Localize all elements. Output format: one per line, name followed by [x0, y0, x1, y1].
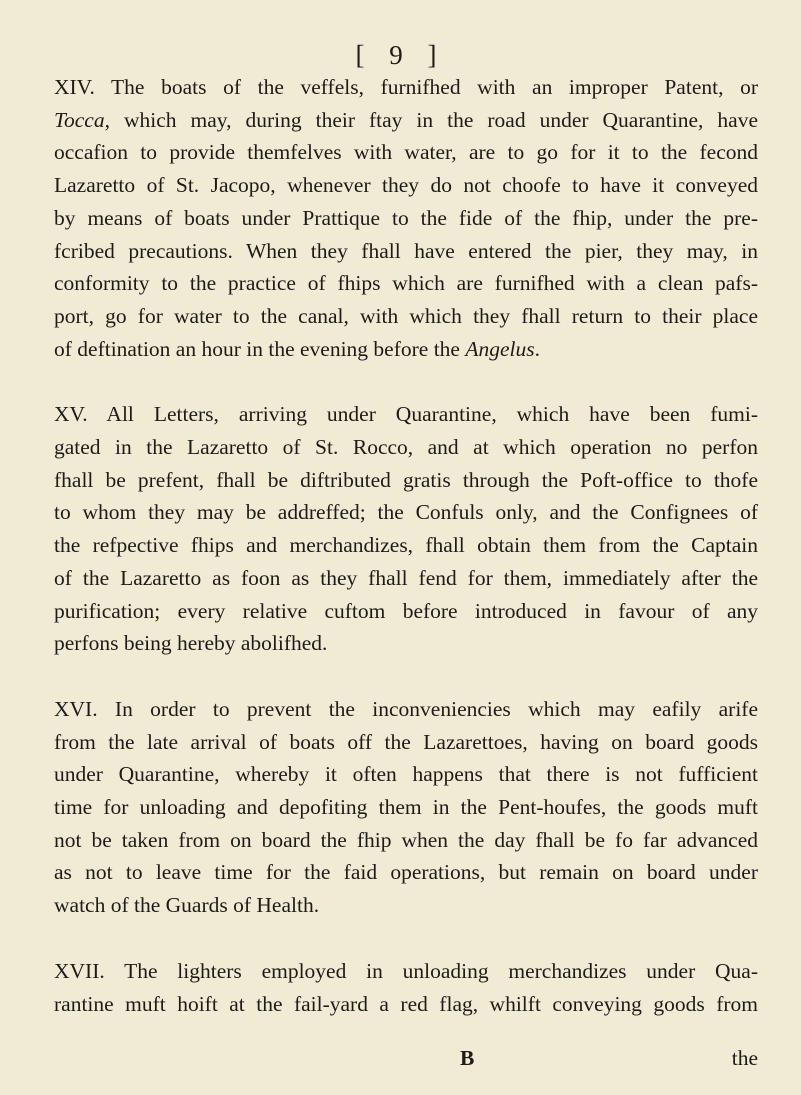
page-footer: [54, 1046, 758, 1078]
text-line: fhall be prefent, fhall be diftributed gratis through the Poft-office to thofe: [54, 467, 758, 492]
text-line: occafion to provide themfelves with water, are to go for it to the fecond: [54, 140, 758, 165]
text-line: watch of the Guards of Health.: [54, 893, 320, 918]
paragraph-xv: [54, 398, 758, 660]
text-line: perfons being hereby abolifhed.: [54, 631, 328, 656]
text-line: purification; every relative cuftom before introduced in favour of any: [54, 598, 758, 623]
text-line: as not to leave time for the faid operations, but remain on board under: [54, 860, 758, 885]
text-line: Lazaretto of St. Jacopo, whenever they do not choofe to have it conveyed: [54, 173, 758, 198]
text-line: by means of boats under Prattique to the fide of the fhip, under the pre-: [54, 205, 758, 230]
catchword: the: [731, 1046, 758, 1070]
paragraph-xvii: [54, 955, 758, 1020]
text-line: to whom they may be addreffed; the Confuls only, and the Confignees of: [54, 500, 758, 525]
text-line: XVII. The lighters employed in unloading merchandizes under Qua-: [54, 958, 758, 983]
body-text: [54, 71, 758, 1020]
text-line: of the Lazaretto as foon as they fhall fend for them, immediately after the: [54, 565, 758, 590]
text-line: XV. All Letters, arriving under Quarantine, which have been fumi-: [54, 402, 758, 427]
text-line: time for unloading and depofiting them in the Pent-houfes, the goods muft: [54, 795, 758, 820]
text-line: [54, 104, 758, 137]
text-line: port, go for water to the canal, with which they fhall return to their place: [54, 303, 758, 328]
text-line-rest: , which may, during their ftay in the road under Quarantine, have: [104, 107, 758, 132]
text-line: from the late arrival of boats off the Lazarettoes, having on board goods: [54, 729, 758, 754]
text-line: under Quarantine, whereby it often happens that there is not fufficient: [54, 762, 758, 787]
text-line-start: of deftination an hour in the evening before the: [54, 336, 466, 361]
text-line: not be taken from on board the fhip when the day fhall be fo far advanced: [54, 827, 758, 852]
text-line: conformity to the practice of fhips which are furnifhed with a clean pafs-: [54, 271, 758, 296]
signature-mark: B: [460, 1046, 475, 1070]
text-line: the refpective fhips and merchandizes, fhall obtain them from the Captain: [54, 533, 758, 558]
text-line: gated in the Lazaretto of St. Rocco, and at which operation no perfon: [54, 435, 758, 460]
paragraph-xiv: [54, 71, 758, 365]
paragraph-xvi: [54, 693, 758, 922]
italic-term: Tocca: [54, 107, 105, 132]
italic-term: Angelus: [465, 336, 535, 361]
text-line: XIV. The boats of the veffels, furnifhed with an improper Patent, or: [54, 75, 758, 99]
text-line: fcribed precautions. When they fhall have entered the pier, they may, in: [54, 238, 758, 263]
text-line: of deftination an hour in the evening before the Angelus.: [54, 336, 541, 361]
text-line: rantine muft hoift at the fail-yard a red flag, whilft conveying goods from: [54, 991, 758, 1016]
page-number: [ 9 ]: [355, 40, 446, 70]
text-line: XVI. In order to prevent the inconveniencies which may eafily arife: [54, 696, 758, 721]
